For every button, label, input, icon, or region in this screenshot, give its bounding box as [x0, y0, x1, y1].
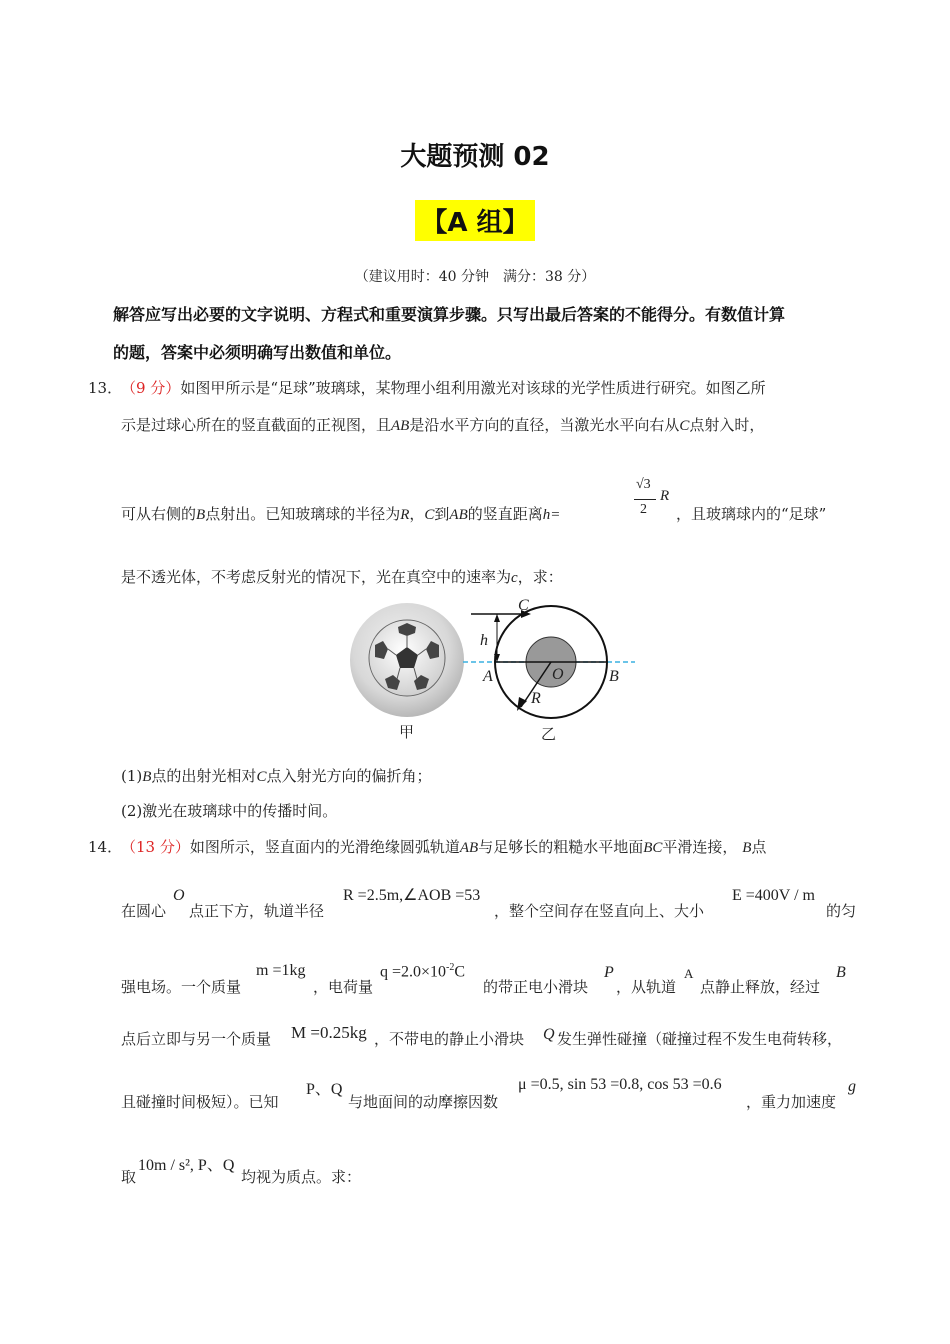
group-heading: 【A 组】: [415, 200, 534, 241]
q14-line6a: 取: [121, 1168, 137, 1186]
q13-sub1: (1)B点的出射光相对C点入射光方向的偏折角；: [121, 767, 432, 785]
q14-accel: 10m / s², P、Q: [138, 1157, 235, 1174]
cross-section-diagram: [463, 606, 635, 718]
q14-line4a: 点后立即与另一个质量: [121, 1030, 272, 1048]
q13-line4: 是不透光体，不考虑反射光的情况下，光在真空中的速率为c，求：: [121, 568, 563, 586]
q14-line5c: ，重力加速度: [746, 1093, 837, 1111]
label-R: R: [531, 690, 541, 707]
q13-line3: 可从右侧的B点射出。已知玻璃球的半径为R，C到AB的竖直距离h=: [121, 505, 561, 523]
q14-P: P: [604, 964, 614, 981]
q14-q: $q =2.0\times 10^{-2}C$: [380, 962, 466, 981]
q14-line2a: 在圆心: [121, 902, 167, 920]
q14-score: （13 分）: [121, 838, 190, 856]
q14-O: O: [173, 887, 185, 904]
fraction-R: R: [660, 488, 670, 504]
q14-line3d: ，从轨道: [616, 978, 677, 996]
q14-number: 14．: [88, 838, 123, 856]
q13-sub2: (2)激光在玻璃球中的传播时间。: [121, 802, 338, 820]
q14-line3c: 的带正电小滑块: [483, 978, 589, 996]
label-O: O: [552, 666, 564, 683]
q14-line6b: 均视为质点。求：: [241, 1168, 362, 1186]
label-h: h: [480, 632, 488, 649]
q14-B: B: [836, 964, 846, 981]
q14-line4b: ，不带电的静止小滑块: [374, 1030, 525, 1048]
time-note: （建议用时：40 分钟 满分：38 分）: [354, 269, 596, 285]
fraction-denominator: 2: [640, 502, 647, 517]
q14-line2b: 点正下方，轨道半径: [189, 902, 325, 920]
q14-M: M =0.25kg: [291, 1023, 367, 1042]
instructions-line1: 解答应写出必要的文字说明、方程式和重要演算步骤。只写出最后答案的不能得分。有数值计算: [113, 305, 786, 324]
label-C: C: [518, 597, 529, 614]
q14-R-angle: R =2.5m,∠AOB =53: [343, 887, 481, 904]
q14-m: m =1kg: [256, 962, 306, 979]
q13-figure: [345, 595, 645, 745]
page-title: 大题预测 02: [400, 142, 550, 172]
q13-line3-end: ，且玻璃球内的“足球”: [676, 505, 827, 523]
q14-Q: Q: [543, 1026, 555, 1043]
group-heading-wrap: [0, 200, 950, 241]
q14-line3b: ，电荷量: [313, 978, 374, 996]
q14-line3e: 点静止释放，经过: [700, 978, 821, 996]
q14-line2c: ，整个空间存在竖直向上、大小: [494, 902, 705, 920]
caption-jia: 甲: [399, 723, 415, 741]
q14-line3a: 强电场。一个质量: [121, 978, 242, 996]
q14-line5a: 且碰撞时间极短）。已知: [121, 1093, 279, 1111]
q14-line1: （13 分）如图所示，竖直面内的光滑绝缘圆弧轨道AB与足够长的粗糙水平地面BC平滑连接， B点: [121, 838, 767, 856]
label-A: A: [483, 668, 493, 685]
q13-line2: 示是过球心所在的竖直截面的正视图，且AB是沿水平方向的直径，当激光水平向右从C点射入时，: [121, 416, 765, 434]
q14-E: E =400V / m: [732, 887, 815, 904]
q13-score: （9 分）: [121, 379, 181, 397]
fraction-bar: [634, 499, 656, 500]
q14-PQ: P、Q: [306, 1081, 343, 1098]
q14-line2d: 的匀: [826, 902, 857, 920]
q13-line1: （9 分）如图甲所示是“足球”玻璃球，某物理小组利用激光对该球的光学性质进行研究。如图乙所: [121, 379, 766, 397]
q13-number: 13．: [88, 379, 123, 397]
caption-yi: 乙: [541, 725, 557, 743]
q14-line5b: 与地面间的动摩擦因数: [348, 1093, 499, 1111]
label-B: B: [609, 668, 619, 685]
q14-line4c: 发生弹性碰撞（碰撞过程不发生电荷转移，: [557, 1030, 843, 1048]
fraction-numerator: √3: [636, 477, 651, 492]
q14-g: g: [848, 1078, 856, 1095]
football-glass-ball: [350, 603, 464, 717]
q14-mu: μ =0.5, sin 53 =0.8, cos 53 =0.6: [518, 1076, 722, 1093]
instructions-line2: 的题，答案中必须明确写出数值和单位。: [113, 343, 402, 362]
q14-A: A: [684, 966, 694, 981]
